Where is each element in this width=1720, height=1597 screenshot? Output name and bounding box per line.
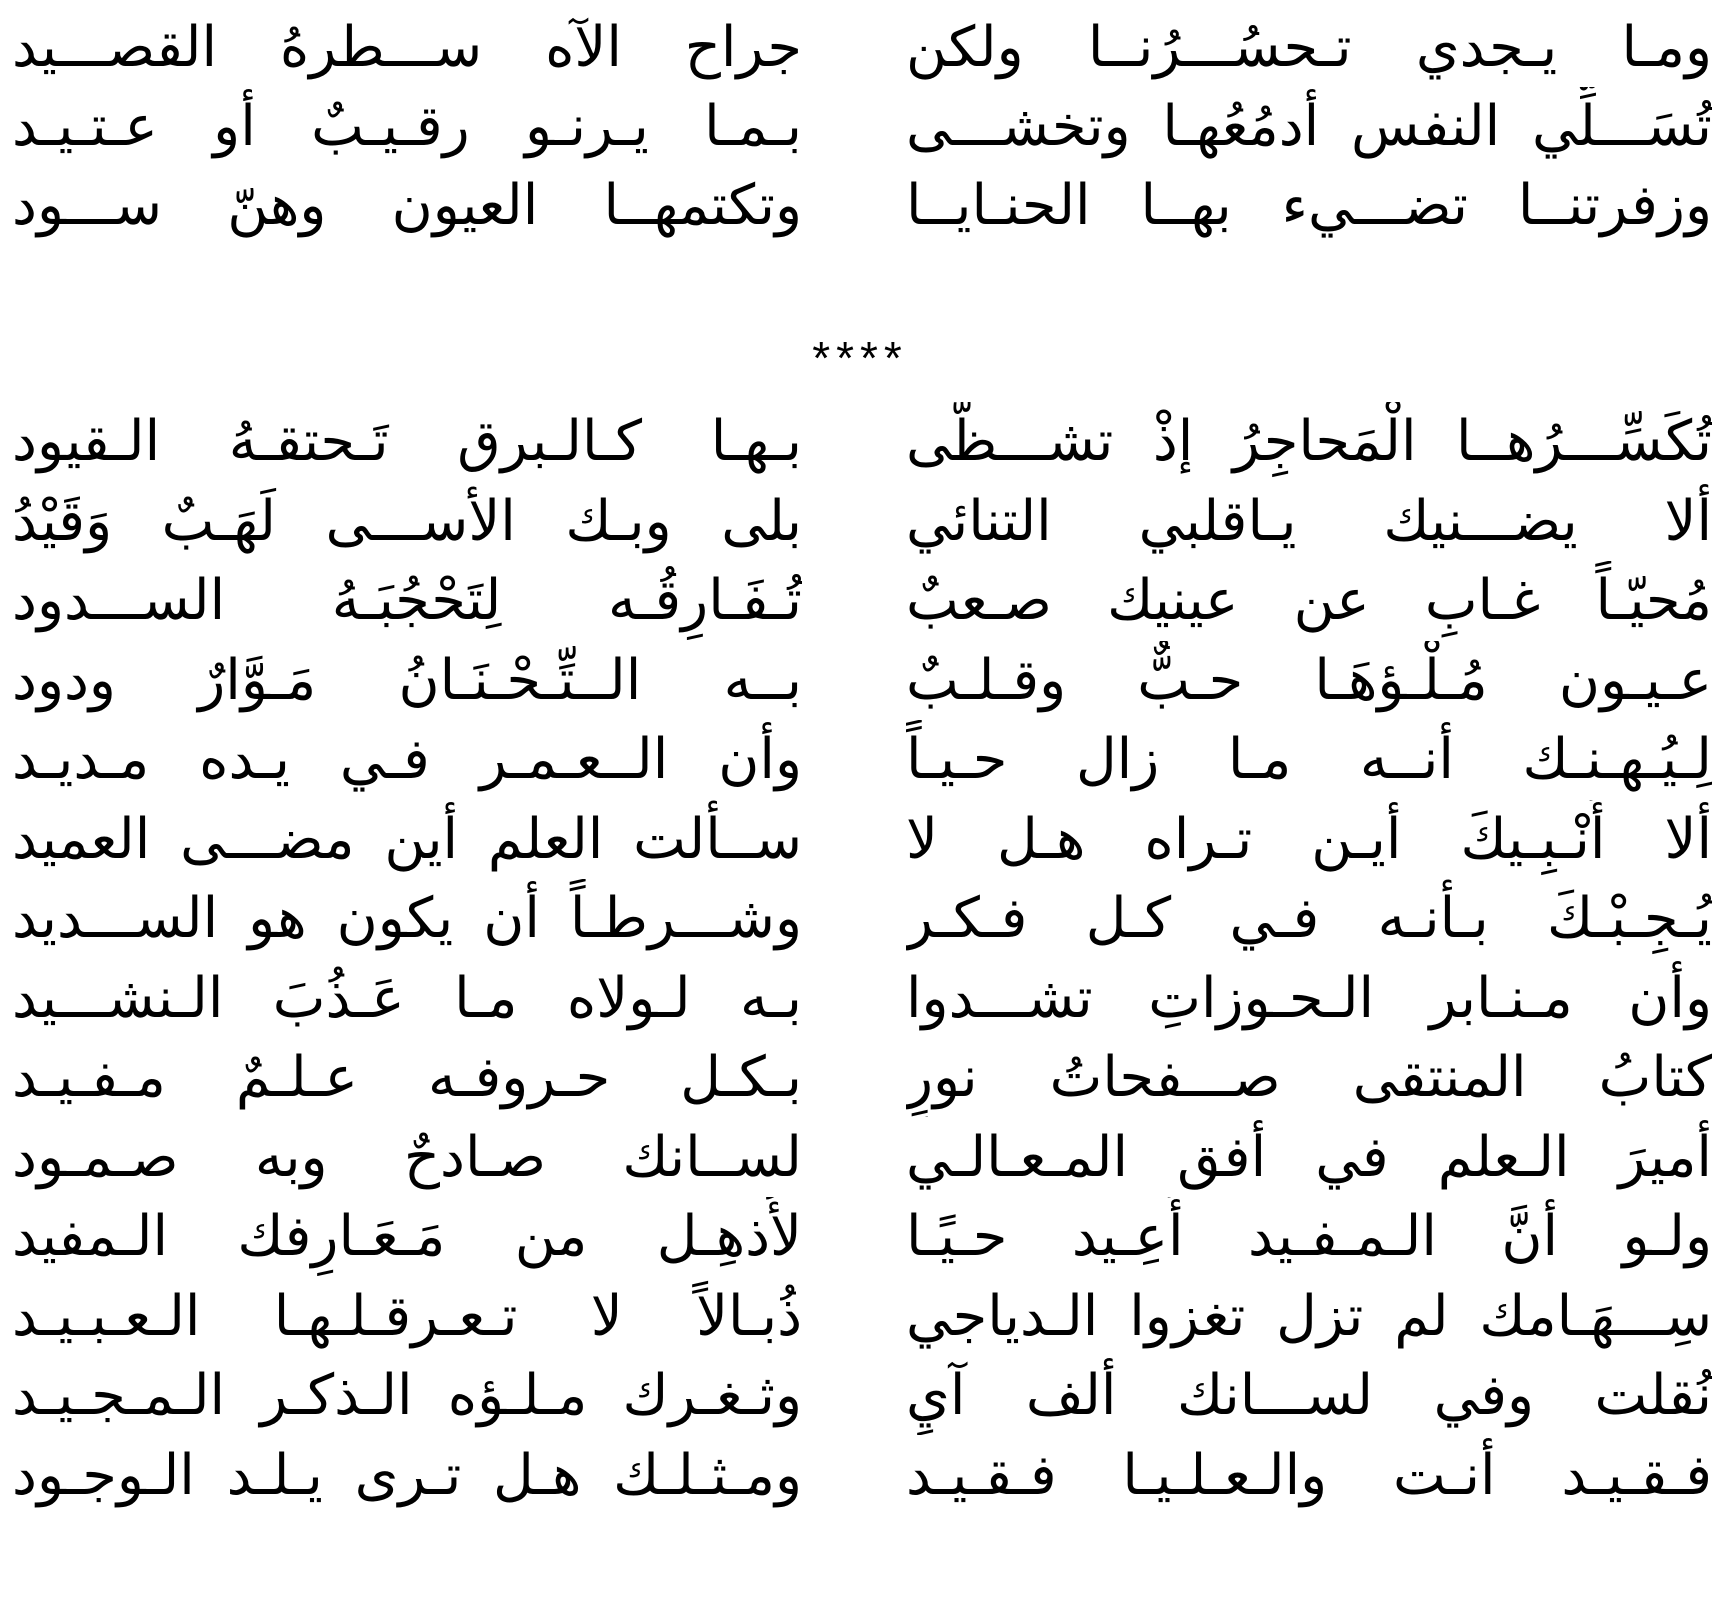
verse-first-hemistich: فـقـيـد أنـت والـعـلـيـا فـقـيـد [906, 1442, 1712, 1508]
verse [0, 166, 1720, 245]
verse-first-hemistich: ومـا يـجدي تـحسُـــرُنــا ولكن [906, 15, 1712, 80]
stanza-separator: **** [812, 332, 908, 384]
verse [0, 1277, 1720, 1357]
verse [0, 482, 1720, 562]
verse-second-hemistich: بــه الــتِّـحْـنَـانُ مَـوَّارٌ ودود [12, 647, 802, 713]
verse-first-hemistich: ألا أُنْـبِـيكَ أيـن تـراه هـل لا [906, 806, 1712, 872]
verse-first-hemistich: عـيـون مُـلْـؤهَـا حـبٌّ وقـلـبٌ [906, 647, 1712, 713]
verse-first-hemistich: ألا يضـــنيك يـاقلبي التنائي [906, 488, 1712, 554]
verse-second-hemistich: ذُبـالاً لا تـعـرقـلـهـا الـعـبـيـد [12, 1283, 802, 1349]
verse-first-hemistich: وزفرتنــا تضـــيء بهــا الحنـايــا [906, 173, 1712, 238]
verse [0, 641, 1720, 721]
verse-first-hemistich: أميرَ الـعلم في أفق المـعـالـي [906, 1124, 1712, 1190]
stanza-1 [0, 8, 1720, 245]
verse-first-hemistich: مُحيّـاً غـابِ عن عينيك صـعبٌ [906, 568, 1712, 633]
verse [0, 959, 1720, 1039]
verse-second-hemistich: بـهـا كـالـبرق تَـحتقـهُ الـقيود [12, 409, 802, 474]
verse-second-hemistich: وثـغـرك مـلـؤه الـذكـر الـمـجـيـد [12, 1363, 802, 1428]
verse [0, 1038, 1720, 1118]
verse-first-hemistich: تُكَسِّـــرُهــا الْمَحاجِرُ إذْ تشـــظّى [906, 409, 1712, 474]
verse-first-hemistich: وأن مـنـابر الـحـوزاتِ تشـــدوا [906, 965, 1712, 1031]
verse-second-hemistich: بـه لـولاه مـا عَـذُبَ الـنشـــيد [12, 965, 802, 1031]
verse [0, 1118, 1720, 1198]
verse-second-hemistich: وشـــرطـاً أن يكون هو الســـديد [12, 886, 802, 951]
verse [0, 720, 1720, 800]
verse-second-hemistich: بلى وبـك الأســـى لَهَـبٌ وَقَيْدُ [12, 488, 802, 554]
verse-second-hemistich: تُـفَـارِقُـه لِتَحْجُبَـهُ الســـدود [12, 568, 802, 633]
verse-second-hemistich: وأن الــعـمـر فـي يـده مـديـد [12, 727, 802, 792]
verse [0, 561, 1720, 641]
verse-second-hemistich: لأُذهِـل من مَـعَـارِفك الـمفيد [12, 1204, 802, 1269]
verse-second-hemistich: جراح الآه ســـطرهُ القصـــيد [12, 15, 802, 80]
verse-first-hemistich: ولـو أنَّ الـمـفـيد أُعِـيد حـيًـا [906, 1204, 1712, 1269]
verse-first-hemistich: نُقلت وفي لســـانك ألف آيٍ [906, 1363, 1712, 1428]
stanza-2 [0, 402, 1720, 1515]
verse-first-hemistich: يُـجِـبْـكَ بـأنـه فـي كـل فـكـر [906, 886, 1712, 951]
verse-second-hemistich: ســألت العلم أين مضـــى العميد [12, 806, 802, 872]
verse-second-hemistich: بـمـا يـرنـو رقـيـبٌ أو عـتـيـد [12, 94, 802, 159]
verse [0, 1356, 1720, 1436]
verse [0, 879, 1720, 959]
verse-second-hemistich: لســانك صـادحٌ وبه صـمـود [12, 1124, 802, 1190]
verse-first-hemistich: سِـــهَـامك لم تزل تغزوا الـدياجي [906, 1283, 1712, 1349]
verse [0, 1197, 1720, 1277]
verse-first-hemistich: لِـيُـهـنـك أنــه مـا زال حـيـاً [906, 727, 1712, 792]
verse [0, 8, 1720, 87]
verse [0, 1436, 1720, 1516]
verse-second-hemistich: ومـثـلـك هـل تـرى يـلـد الـوجـود [12, 1442, 802, 1508]
verse [0, 402, 1720, 482]
verse [0, 87, 1720, 166]
verse-first-hemistich: تُسَـــلِّي النفس أدمُعُهـا وتخشـــى [906, 94, 1712, 159]
verse-second-hemistich: بـكـل حـروفـه عـلـمٌ مـفـيـد [12, 1045, 802, 1110]
verse-second-hemistich: وتكتمهــا العيون وهنّ ســـود [12, 173, 802, 238]
verse [0, 800, 1720, 880]
verse-first-hemistich: كتابُ المنتقى صـــفحاتُ نورٍ [906, 1045, 1712, 1110]
